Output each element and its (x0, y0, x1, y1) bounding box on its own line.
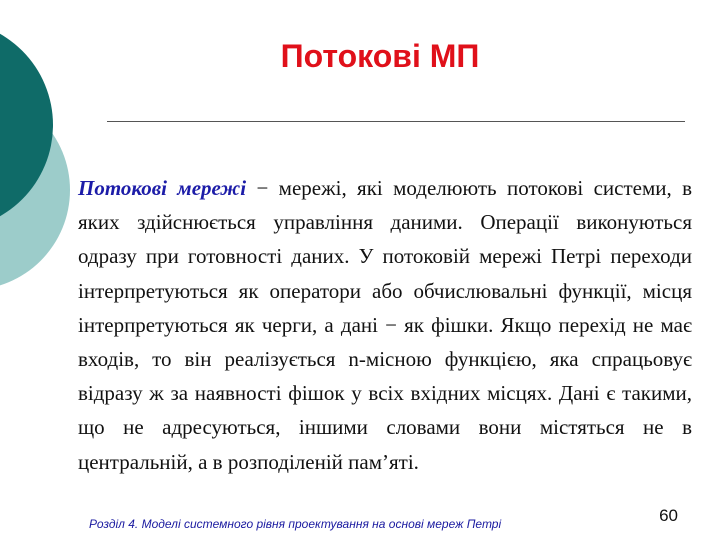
footer-section: Розділ 4. (89, 517, 139, 531)
footer-title: Моделі системного рівня проектування на основі мереж Петрі (138, 517, 502, 531)
slide-title: Потокові МП (280, 38, 480, 74)
page-number: 60 (659, 506, 678, 525)
footer-caption (89, 517, 501, 531)
decorative-circles (0, 0, 90, 300)
title-divider (107, 121, 685, 122)
paragraph-text: − мережі, які моделюють потокові системи, в яких здійснюється управління даними. Операції виконуються одразу при готовності даних. У потоковій мережі Петрі переходи інтерпретуються як оператори або обчислювальні функції, місця інтерпретуються як черги, а дані − як фішки. Якщо перехід не має входів, то він реалізується n-місною функцією, яка спрацьовує відразу ж за наявності фішок у всіх вхідних місцях. Дані є такими, що не адресуються, іншими словами вони містяться не в центральній, а в розподіленій пам’яті. (78, 176, 692, 474)
body-paragraph (78, 171, 692, 479)
term-highlight: Потокові мережі (78, 176, 247, 200)
